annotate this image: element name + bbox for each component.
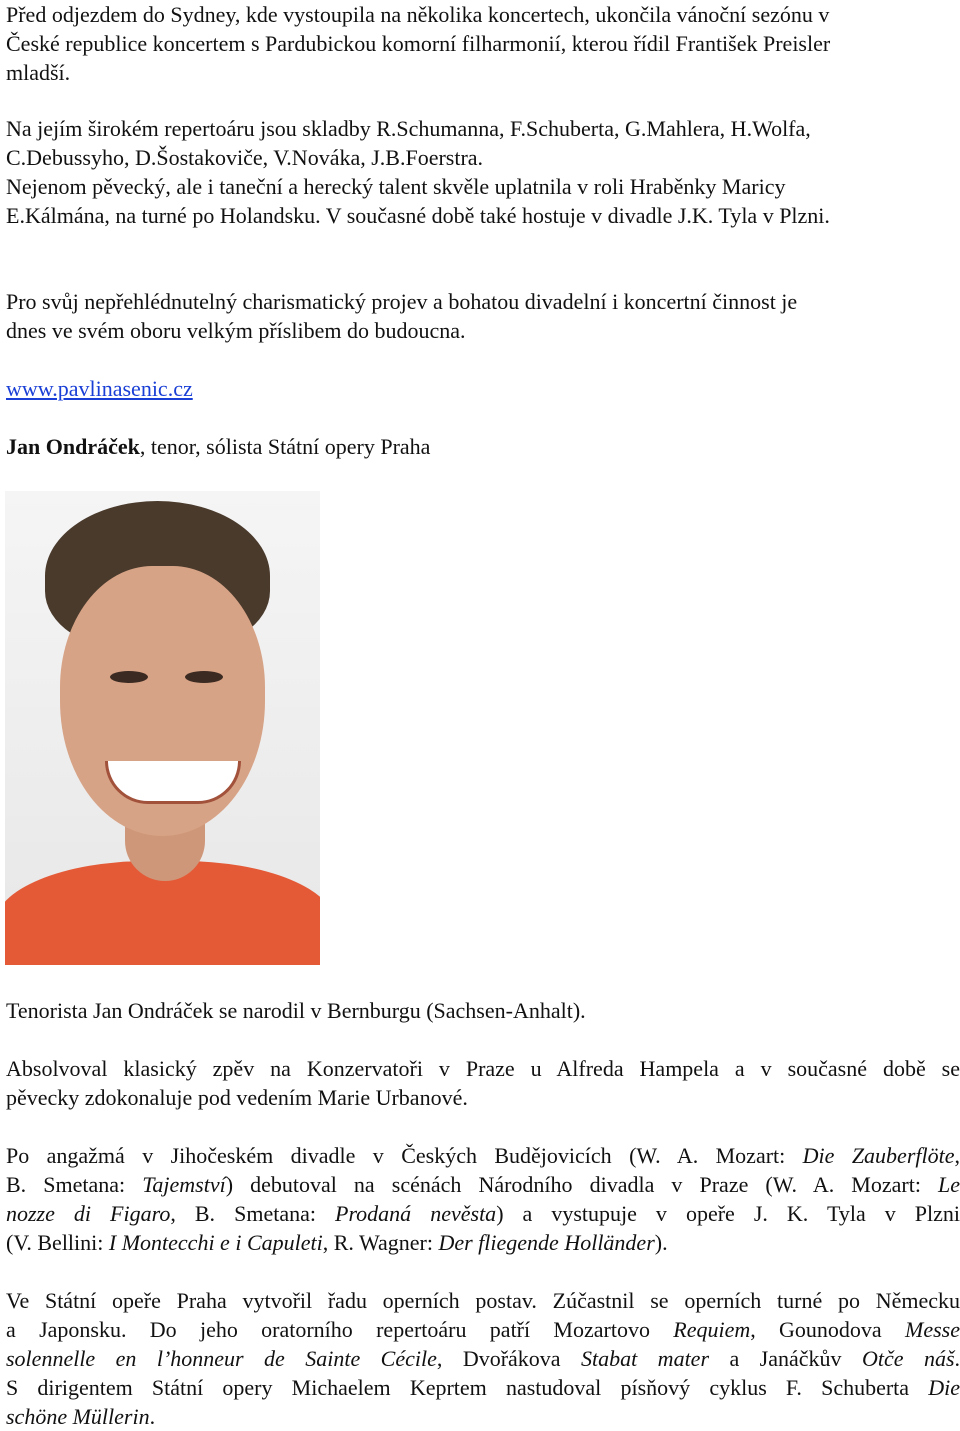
- text-line: dnes ve svém oboru velkým příslibem do budoucna.: [6, 318, 466, 343]
- text-line: mladší.: [6, 60, 71, 85]
- birth-line: Tenorista Jan Ondráček se narodil v Bernburgu (Sachsen-Anhalt).: [6, 998, 586, 1023]
- text-line: Na jejím širokém repertoáru jsou skladby R.Schumanna, F.Schuberta, G.Mahlera, H.Wolfa,: [6, 116, 811, 141]
- text-line: B. Smetana: Tajemství) debutoval na scénách Národního divadla v Praze (W. A. Mozart: Le: [6, 1172, 960, 1197]
- website-line: [6, 374, 193, 403]
- tenor-title: , tenor, sólista Státní opery Praha: [139, 434, 431, 459]
- website-link[interactable]: www.pavlinasenic.cz: [6, 376, 193, 401]
- tenor-portrait-photo: [5, 491, 320, 965]
- text-line: (V. Bellini: I Montecchi e i Capuleti, R. Wagner: Der fliegende Holländer).: [6, 1230, 668, 1255]
- text-line: a Japonsku. Do jeho oratorního repertoáru patří Mozartovo Requiem, Gounodova Messe: [6, 1317, 960, 1342]
- text-line: C.Debussyho, D.Šostakoviče, V.Nováka, J.B.Foerstra.: [6, 145, 484, 170]
- text-line: pěvecky zdokonaluje pod vedením Marie Urbanové.: [6, 1085, 468, 1110]
- text-line: nozze di Figaro, B. Smetana: Prodaná nevěsta) a vystupuje v opeře J. K. Tyla v Plzni: [6, 1201, 960, 1226]
- text-line: S dirigentem Státní opery Michaelem Keprtem nastudoval písňový cyklus F. Schuberta Die: [6, 1375, 960, 1400]
- text-line: schöne Müllerin.: [6, 1404, 156, 1429]
- text-line: Ve Státní opeře Praha vytvořil řadu operních postav. Zúčastnil se operních turné po Německu: [6, 1288, 960, 1313]
- text-line: Pro svůj nepřehlédnutelný charismatický projev a bohatou divadelní i koncertní činnost je: [6, 289, 798, 314]
- tenor-name: Jan Ondráček: [6, 434, 140, 459]
- text-line: E.Kálmána, na turné po Holandsku. V současné době také hostuje v divadle J.K. Tyla v Plzni.: [6, 203, 830, 228]
- text-line: Před odjezdem do Sydney, kde vystoupila na několika koncertech, ukončila vánoční sezónu v: [6, 2, 830, 27]
- text-line: České republice koncertem s Pardubickou komorní filharmonií, kterou řídil František Preisler: [6, 31, 831, 56]
- text-line: solennelle en l’honneur de Sainte Cécile, Dvořákova Stabat mater a Janáčkův Otče náš.: [6, 1346, 960, 1371]
- text-line: Nejenom pěvecký, ale i taneční a herecký talent skvěle uplatnila v roli Hraběnky Maricy: [6, 174, 786, 199]
- text-line: Absolvoval klasický zpěv na Konzervatoři v Praze u Alfreda Hampela a v současné době se: [6, 1056, 960, 1081]
- tenor-heading: [6, 432, 430, 461]
- text-line: Po angažmá v Jihočeském divadle v Českých Budějovicích (W. A. Mozart: Die Zauberflöte,: [6, 1143, 960, 1168]
